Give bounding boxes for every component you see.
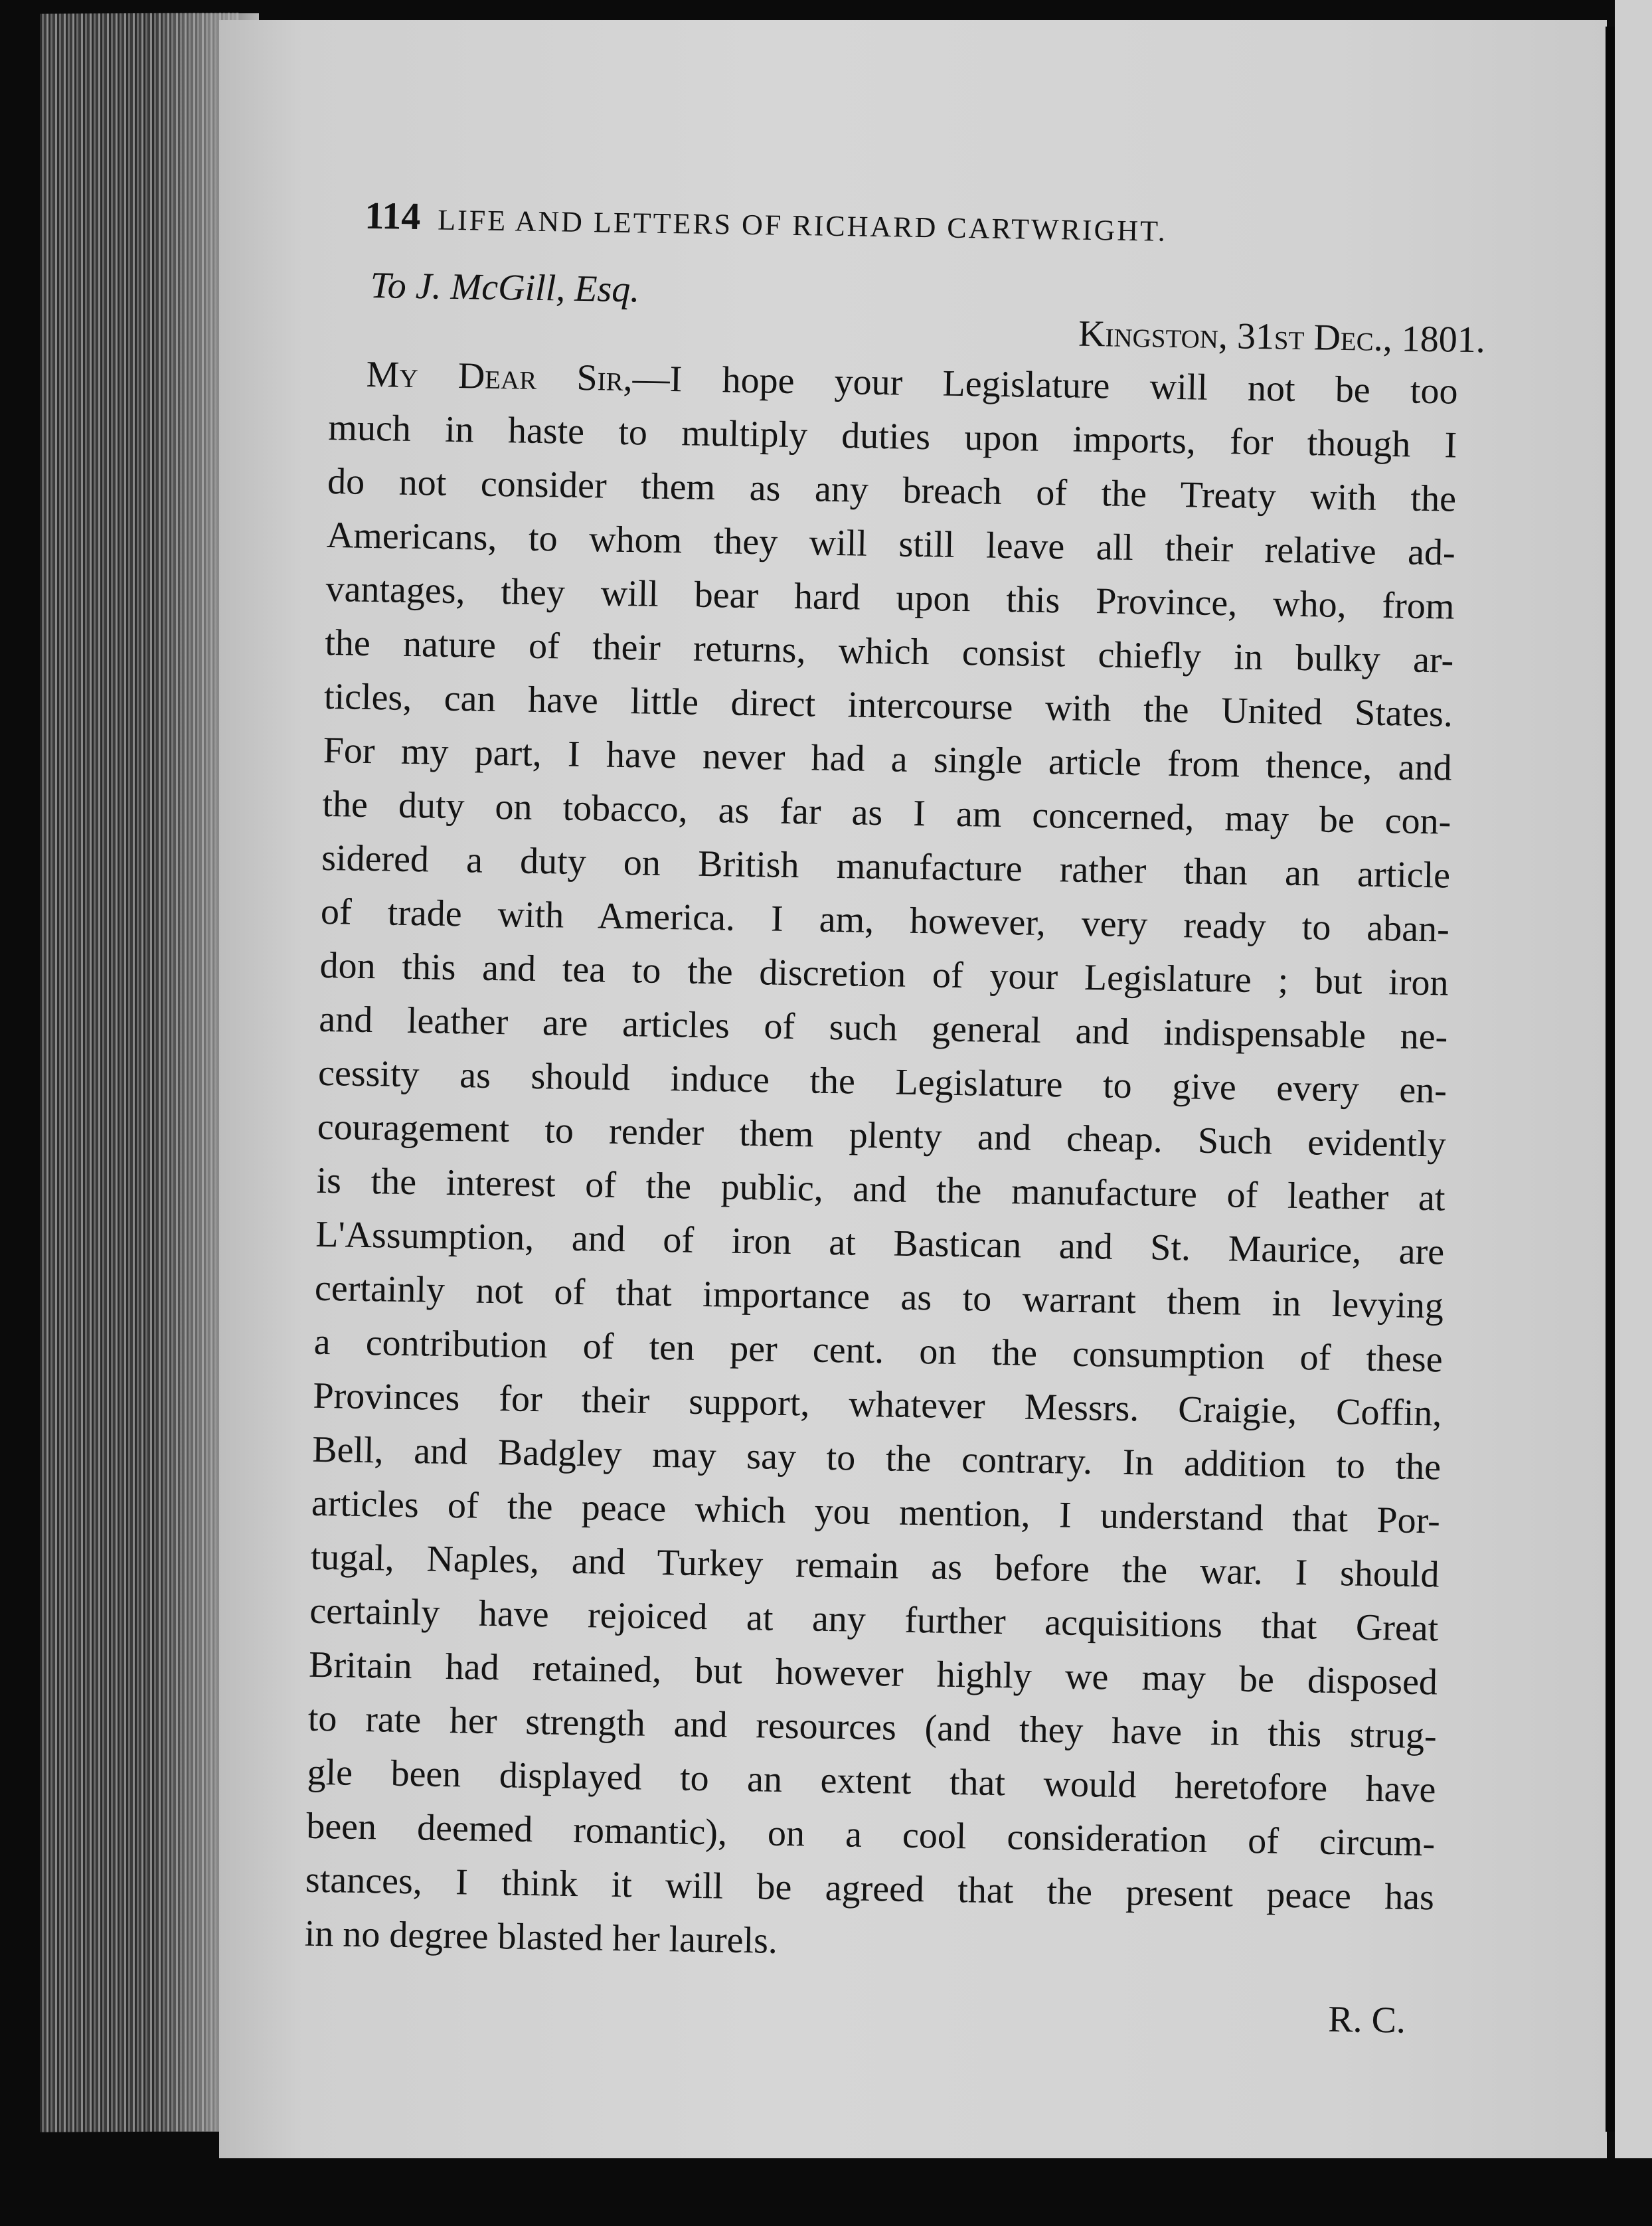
letter-line-text: a contribution of ten per cent. on the consumption of these [313,1321,1444,1381]
letter-line-text: been deemed romantic), on a cool consideration of circum- [305,1805,1436,1865]
letter-line-text: certainly not of that importance as to warrant them in levying [314,1267,1444,1327]
letter-line-text: Provinces for their support, whatever Messrs. Craigie, Coffin, [313,1375,1442,1434]
letter-salutation: My Dear Sir, [366,353,633,400]
letter-line-text: don this and tea to the discretion of your Legislature ; but iron [319,944,1449,1004]
letter-line-text: articles of the peace which you mention, I understand that Por- [311,1482,1441,1542]
scan-bottom-border [0,2158,1652,2226]
letter-line-text: stances, I think it will be agreed that the present peace has [305,1859,1435,1919]
letter-line-text: Bell, and Badgley may say to the contrary. In addition to the [311,1428,1442,1488]
letter-line-text: couragement to render them plenty and cheap. Such evidently [317,1106,1447,1165]
letter-line-text: Britain had retained, but however highly we may be disposed [308,1644,1438,1703]
facing-page-edge [1606,27,1615,2132]
letter-line-text: For my part, I have never had a single article from thence, and [323,729,1453,789]
letter-line-text: much in haste to multiply duties upon imports, for though I [327,406,1457,466]
letter-line-text: vantages, they will bear hard upon this Province, who, from [325,568,1455,628]
letter-dateline: Kingston, 31st Dec., 1801. [1078,313,1486,361]
letter-line-text: certainly have rejoiced at any further acquisitions that Great [309,1590,1439,1650]
letter-body [304,347,1458,1978]
letter-line-text: sidered a duty on British manufacture rather than an article [321,837,1451,897]
text-block [303,193,1486,2042]
letter-line-text: and leather are articles of such general and indispensable ne- [318,998,1448,1058]
letter-line-text: in no degree blasted her laurels. [304,1913,778,1962]
letter-line-text: is the interest of the public, and the manufacture of leather at [316,1159,1446,1219]
letter-line-text: ticles, can have little direct intercourse with the United States. [323,675,1453,735]
letter-addressee: To J. McGill, Esq. [370,264,640,311]
letter-line-text: Americans, to whom they will still leave all their relative ad- [326,514,1456,574]
letter-line-text: tugal, Naples, and Turkey remain as before the war. I should [310,1536,1440,1596]
letter-line-text: the nature of their returns, which consist chiefly in bulky ar- [324,622,1454,681]
page-number: 114 [364,193,421,238]
letter-line-text: to rate her strength and resources (and they have in this strug- [307,1697,1438,1757]
letter-line-text: cessity as should induce the Legislature to give every en- [317,1052,1447,1112]
letter-line-text: gle been displayed to an extent that would heretofore have [307,1751,1436,1811]
letter-line-text: L'Assumption, and of iron at Bastican and St. Maurice, are [315,1213,1445,1273]
running-title: LIFE AND LETTERS OF RICHARD CARTWRIGHT. [437,203,1168,248]
letter-line-text: —I hope your Legislature will not be too [632,358,1458,412]
letter-line-text: of trade with America. I am, however, very ready to aban- [320,891,1450,950]
facing-page-strip [1615,0,1652,2226]
letter-line-text: the duty on tobacco, as far as I am concerned, may be con- [322,783,1451,843]
letter-signature: R. C. [1327,1998,1406,2041]
letter-line-text: do not consider them as any breach of the Treaty with the [327,460,1457,520]
